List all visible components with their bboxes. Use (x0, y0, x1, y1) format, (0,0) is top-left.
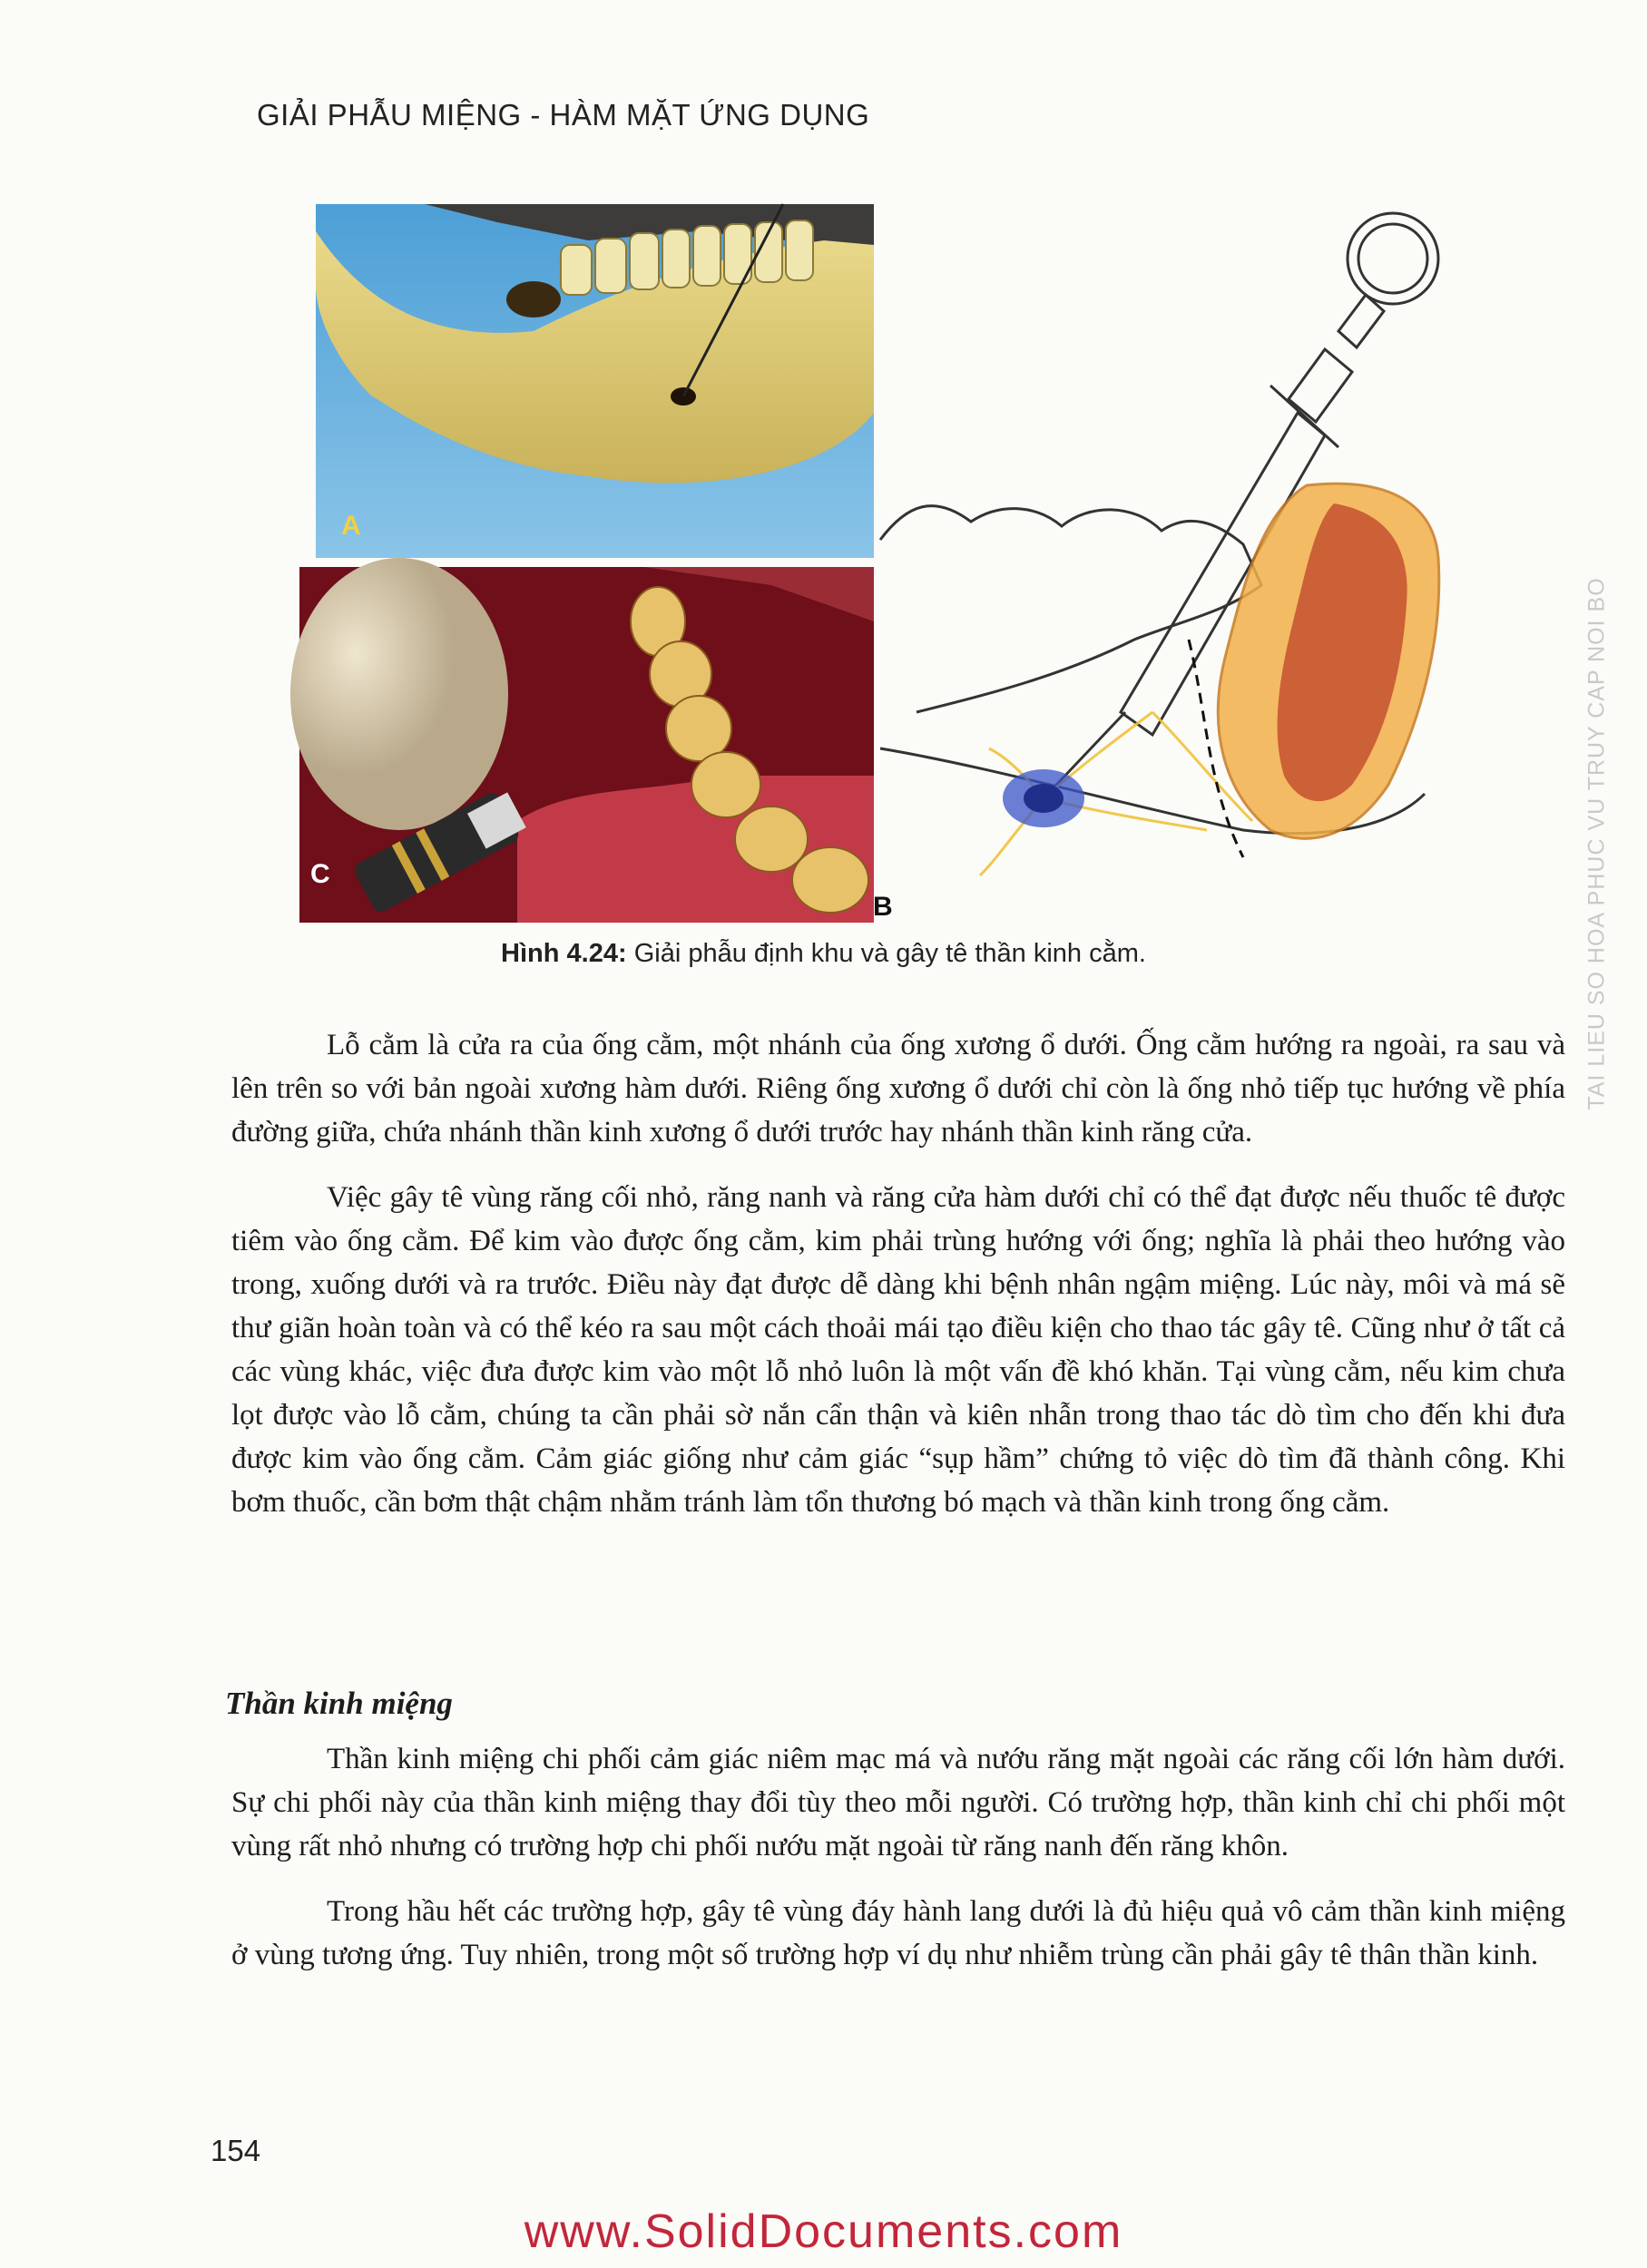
mandible-photo-illustration (316, 204, 874, 558)
footer-url: www.SolidDocuments.com (524, 2205, 1123, 2258)
page-number: 154 (211, 2134, 261, 2167)
panel-label-b: B (873, 892, 893, 922)
figure-caption-label: Hình 4.24: (501, 939, 627, 968)
figure-panel-c-intraoral-photo (299, 567, 874, 923)
paragraph-4: Trong hầu hết các trường hợp, gây tê vùng đáy hành lang dưới là đủ hiệu quả vô cảm thần kinh miệng ở vùng tương ứng. Tuy nhiên, trong một số trường hợp ví dụ như nhiễm trùng cần phải gây tê thân thần kinh. (231, 1895, 1565, 1971)
intraoral-photo-illustration (299, 567, 874, 923)
section-subheading: Thần kinh miệng (225, 1686, 453, 1721)
figure-panel-a-mandible-photo (316, 204, 874, 558)
figure-4-24 (290, 195, 1534, 930)
running-head: GIẢI PHẪU MIỆNG - HÀM MẶT ỨNG DỤNG (257, 98, 870, 132)
panel-label-c: C (310, 859, 330, 889)
body-text-bottom (231, 1737, 1565, 1977)
panel-label-a: A (341, 511, 361, 541)
syringe-diagram (880, 204, 1534, 925)
figure-caption (0, 939, 1647, 969)
figure-caption-text: Giải phẫu định khu và gây tê thần kinh cằm. (626, 939, 1146, 968)
paragraph-1: Lỗ cằm là cửa ra của ống cằm, một nhánh của ống xương ổ dưới. Ống cằm hướng ra ngoài, ra sau và lên trên so với bản ngoài xương hàm dưới. Riêng ống xương ổ dưới chỉ còn là ống nhỏ tiếp tục hướng về phía đường giữa, chứa nhánh thần kinh xương ổ dưới trước hay nhánh thần kinh răng cửa. (231, 1029, 1565, 1149)
body-text-top (231, 1023, 1565, 1524)
side-watermark: TAI LIEU SO HOA PHUC VU TRUY CAP NOI BO (1583, 577, 1610, 1110)
paragraph-3: Thần kinh miệng chi phối cảm giác niêm mạc má và nướu răng mặt ngoài các răng cối lớn hàm dưới. Sự chi phối này của thần kinh miệng thay đổi tùy theo mỗi người. Có trường hợp, thần kinh chỉ chi phối một vùng rất nhỏ nhưng có trường hợp chi phối nướu mặt ngoài từ răng nanh đến răng khôn. (231, 1743, 1565, 1862)
paragraph-2: Việc gây tê vùng răng cối nhỏ, răng nanh và răng cửa hàm dưới chỉ có thể đạt được nếu thuốc tê được tiêm vào ống cằm. Để kim vào được ống cằm, kim phải trùng hướng với ống; nghĩa là phải theo hướng vào trong, xuống dưới và ra trước. Điều này đạt được dễ dàng khi bệnh nhân ngậm miệng. Lúc này, môi và má sẽ thư giãn hoàn toàn và có thể kéo ra sau một cách thoải mái tạo điều kiện cho thao tác gây tê. Cũng như ở tất cả các vùng khác, việc đưa được kim vào một lỗ nhỏ luôn là một vấn đề khó khăn. Tại vùng cằm, nếu kim chưa lọt được vào lỗ cằm, chúng ta cần phải sờ nắn cẩn thận và kiên nhẫn trong thao tác dò tìm cho đến khi đưa được kim vào ống cằm. Cảm giác giống như cảm giác “sụp hầm” chứng tỏ việc dò tìm đã thành công. Khi bơm thuốc, cần bơm thật chậm nhằm tránh làm tổn thương bó mạch và thần kinh trong ống cằm. (231, 1181, 1565, 1519)
figure-panel-b-injection-diagram (873, 204, 1534, 925)
